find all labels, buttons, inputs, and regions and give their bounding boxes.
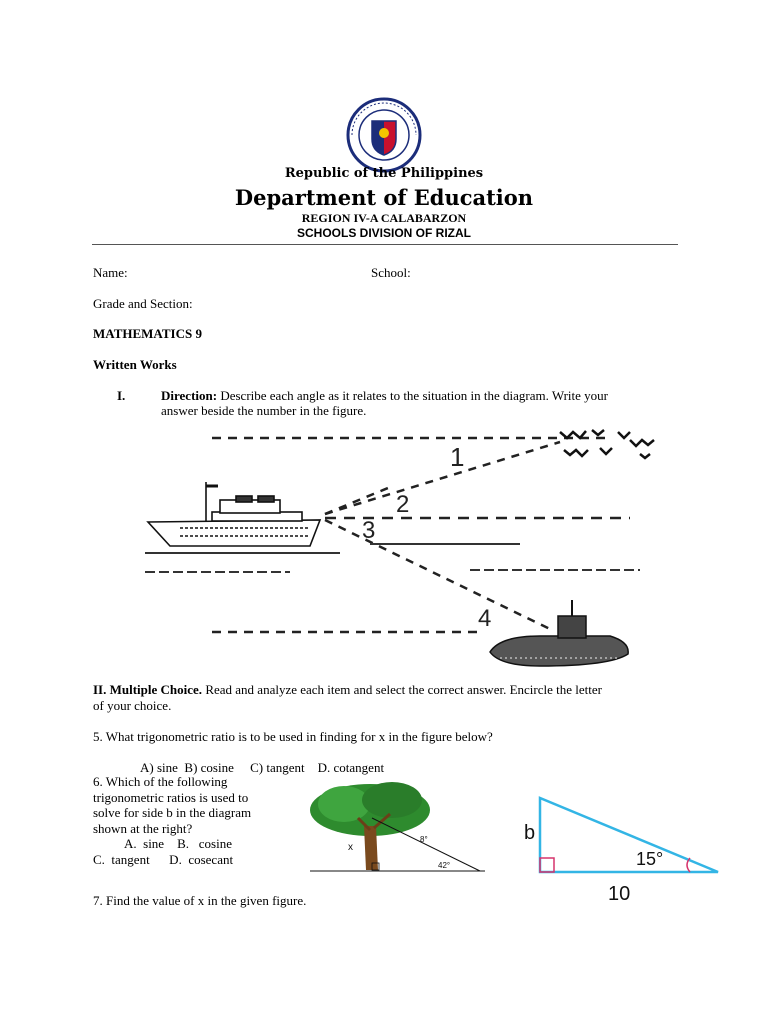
figure-label-2: 2 [396, 491, 410, 518]
tree-x-label: x [348, 842, 353, 853]
header-divider [92, 244, 678, 245]
q6-choices2: C. tangent D. cosecant [93, 851, 234, 867]
direction-label: Direction: [161, 388, 218, 403]
ship-icon [148, 482, 320, 546]
triangle-side-b: b [524, 822, 536, 844]
triangle-angle: 15° [636, 849, 664, 869]
q6-line4: shown at the right? [93, 820, 193, 836]
deped-seal [346, 97, 422, 173]
angles-figure [140, 420, 680, 675]
part2-instr-line2: of your choice. [93, 698, 172, 713]
section-title: Written Works [93, 357, 177, 372]
part1-numeral: I. [117, 388, 126, 403]
birds-icon [560, 430, 654, 458]
direction-line2: answer beside the number in the figure. [161, 403, 367, 418]
tree-angle-bottom: 42° [438, 861, 451, 870]
triangle-figure [520, 792, 730, 904]
subject-title: MATHEMATICS 9 [93, 326, 202, 341]
division-heading: SCHOOLS DIVISION OF RIZAL [296, 226, 471, 240]
part2-instr-line1: Read and analyze each item and select the correct answer. Encircle the letter [202, 682, 602, 697]
q6-line1: 6. Which of the following [93, 774, 228, 789]
department-heading: Department of Education [234, 185, 534, 210]
question-7: 7. Find the value of x in the given figure. [93, 893, 307, 908]
republic-heading: Republic of the Philippines [284, 166, 484, 181]
region-heading: REGION IV-A CALABARZON [301, 211, 467, 225]
part1-direction [161, 388, 681, 404]
tree-angle-top: 8° [420, 835, 428, 844]
name-label: Name: [93, 265, 128, 280]
q6-line3: solve for side b in the diagram [93, 805, 252, 820]
school-label: School: [371, 265, 411, 280]
q6-line2: trigonometric ratios is used to [93, 789, 249, 805]
triangle-base: 10 [608, 883, 631, 904]
figure-label-3: 3 [362, 517, 376, 544]
part2-instructions [93, 682, 683, 698]
submarine-icon [490, 600, 628, 666]
question-6 [93, 774, 251, 867]
question-5-choices: A) sine B) cosine C) tangent D. cotangent [140, 760, 385, 775]
grade-section-label: Grade and Section: [93, 296, 193, 311]
q6-choices1: A. sine B. cosine [124, 836, 232, 851]
figure-label-1: 1 [450, 442, 465, 472]
figure-label-4: 4 [478, 605, 492, 632]
direction-line1: Describe each angle as it relates to the situation in the diagram. Write your [220, 388, 608, 403]
tree-icon [310, 782, 430, 870]
part2-title: II. Multiple Choice. [93, 682, 203, 697]
question-5: 5. What trigonometric ratio is to be used in finding for x in the figure below? [93, 729, 493, 744]
tree-figure [300, 780, 492, 878]
